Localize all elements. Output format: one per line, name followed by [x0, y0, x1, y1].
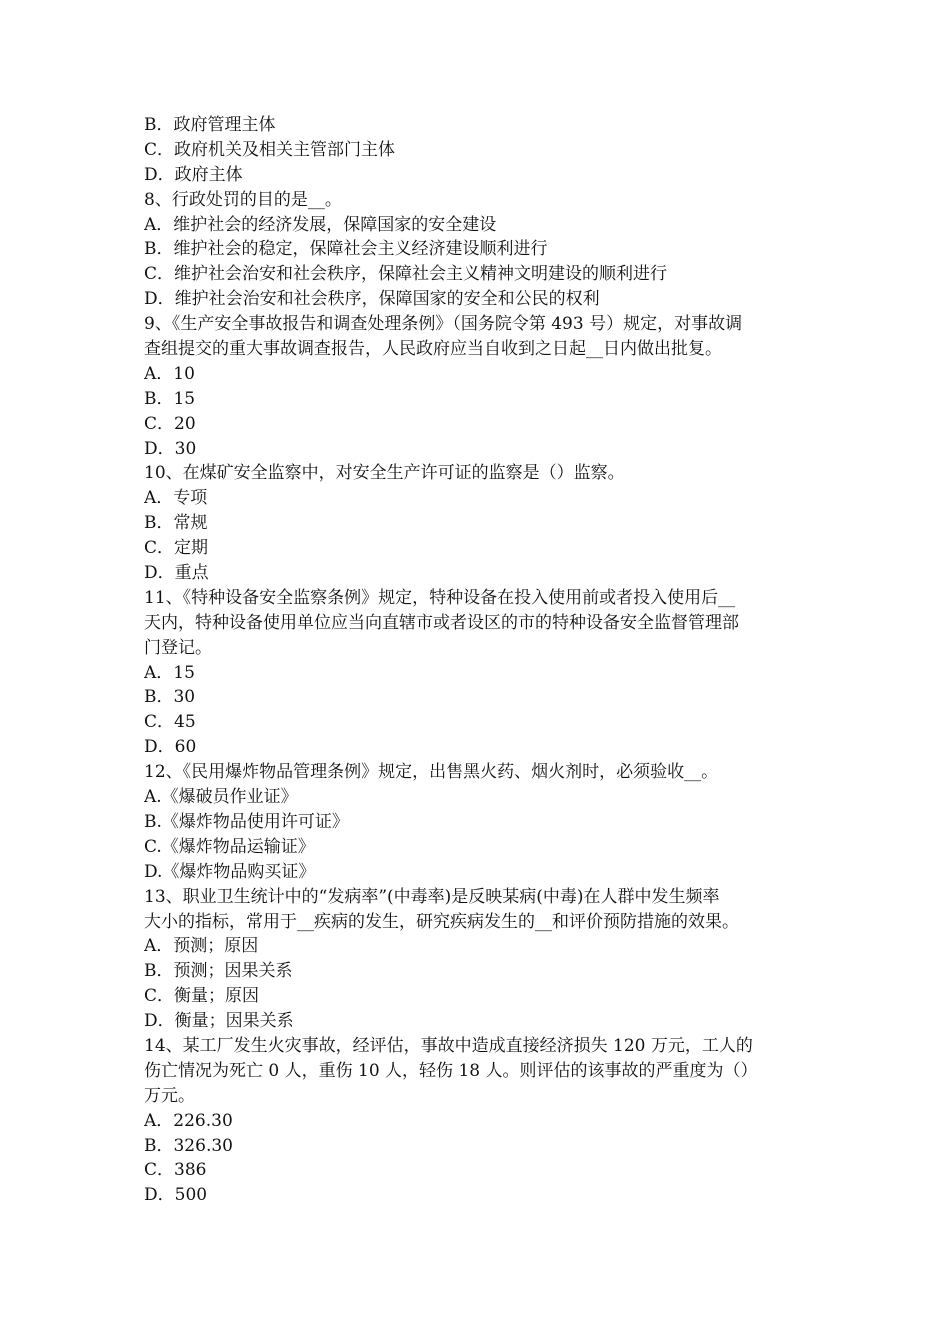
- question-9-line-1: 9、《生产安全事故报告和调查处理条例》（国务院令第 493 号）规定，对事故调: [144, 314, 743, 335]
- option-line: B．政府管理主体: [144, 115, 276, 135]
- option-line: D．500: [144, 1185, 208, 1206]
- option-line: C．定期: [144, 538, 209, 559]
- question-14-line-1: 14、某工厂发生火灾事故，经评估，事故中造成直接经济损失 120 万元，工人的: [144, 1035, 753, 1056]
- question-11-line-2: 天内，特种设备使用单位应当向直辖市或者设区的市的特种设备安全监督管理部: [144, 612, 739, 633]
- option-line: C．45: [144, 712, 196, 733]
- option-line: B．30: [144, 687, 196, 708]
- option-line: B.《爆炸物品使用许可证》: [144, 811, 349, 832]
- option-line: B．326.30: [144, 1135, 233, 1156]
- option-line: C．政府机关及相关主管部门主体: [144, 139, 396, 160]
- option-line: B．维护社会的稳定，保障社会主义经济建设顺利进行: [144, 239, 548, 260]
- option-line: C.《爆炸物品运输证》: [144, 836, 315, 857]
- option-line: D．衡量；因果关系: [144, 1011, 294, 1032]
- option-line: A．15: [144, 662, 195, 683]
- option-line: C．维护社会治安和社会秩序，保障社会主义精神文明建设的顺利进行: [144, 264, 668, 285]
- option-line: A．专项: [144, 488, 208, 509]
- option-line: A．预测；原因: [144, 936, 259, 957]
- option-line: D．政府主体: [144, 164, 243, 185]
- option-line: C．386: [144, 1160, 207, 1181]
- option-line: C．20: [144, 413, 196, 434]
- question-10: 10、在煤矿安全监察中，对安全生产许可证的监察是（）监察。: [144, 463, 625, 484]
- question-11-line-1: 11、《特种设备安全监察条例》规定，特种设备在投入使用前或者投入使用后__: [144, 587, 736, 608]
- question-14-line-3: 万元。: [144, 1085, 195, 1106]
- option-line: A．226.30: [144, 1110, 233, 1131]
- document-page: [144, 113, 812, 1208]
- question-13-line-1: 13、职业卫生统计中的“发病率”(中毒率)是反映某病(中毒)在人群中发生频率: [144, 886, 720, 907]
- option-line: B．常规: [144, 513, 208, 534]
- option-line: C．衡量；原因: [144, 986, 260, 1007]
- option-line: A．10: [144, 363, 195, 384]
- option-line: D．重点: [144, 563, 209, 584]
- question-11-line-3: 门登记。: [144, 637, 212, 658]
- question-12: 12、《民用爆炸物品管理条例》规定，出售黑火药、烟火剂时，必须验收__。: [144, 762, 719, 783]
- question-8: 8、行政处罚的目的是__。: [144, 189, 342, 210]
- question-14-line-2: 伤亡情况为死亡 0 人，重伤 10 人，轻伤 18 人。则评估的该事故的严重度为（）: [144, 1060, 758, 1081]
- option-line: B．预测；因果关系: [144, 961, 293, 982]
- option-line: A.《爆破员作业证》: [144, 787, 298, 808]
- option-line: D．30: [144, 438, 197, 459]
- option-line: D．60: [144, 737, 197, 758]
- question-13-line-2: 大小的指标，常用于__疾病的发生，研究疾病发生的__和评价预防措施的效果。: [144, 911, 739, 932]
- option-line: D.《爆炸物品购买证》: [144, 861, 316, 882]
- option-line: B．15: [144, 388, 196, 409]
- option-line: A．维护社会的经济发展，保障国家的安全建设: [144, 214, 497, 235]
- question-9-line-2: 查组提交的重大事故调查报告，人民政府应当自收到之日起__日内做出批复。: [144, 339, 722, 360]
- option-line: D．维护社会治安和社会秩序，保障国家的安全和公民的权利: [144, 289, 600, 310]
